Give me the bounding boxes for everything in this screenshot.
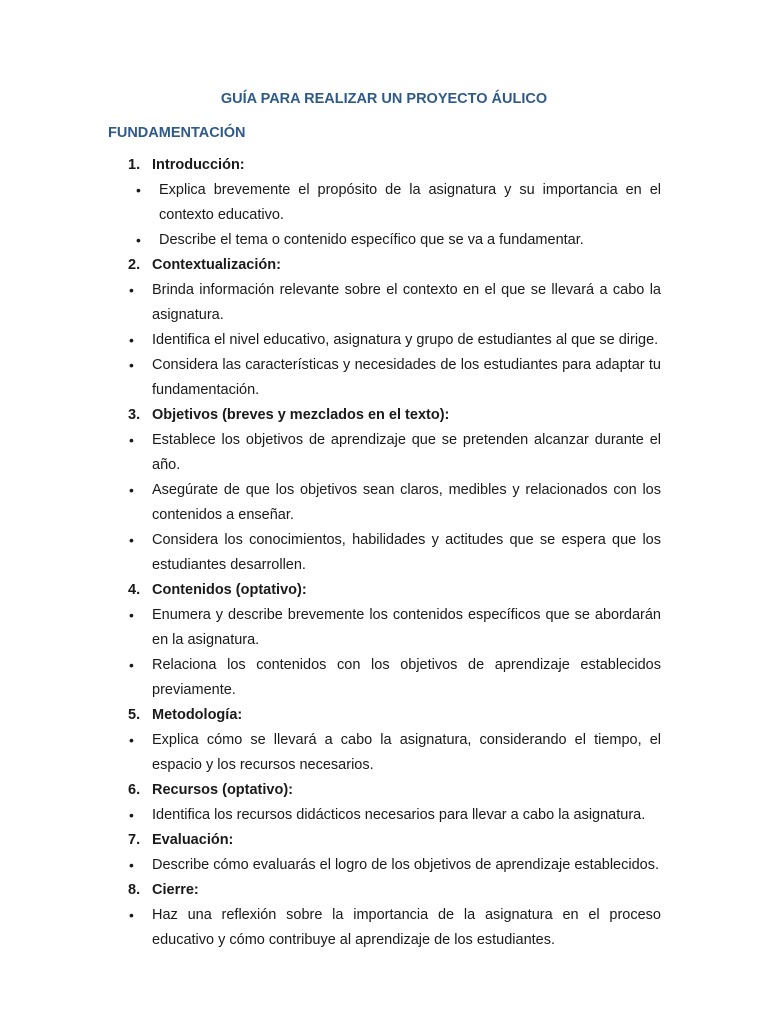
section-title-text: Cierre: — [152, 882, 199, 898]
list-item-text: Identifica los recursos didácticos necesarios para llevar a cabo la asignatura. — [152, 807, 646, 823]
section-number: 3. — [128, 407, 141, 423]
section-number: 5. — [128, 707, 141, 723]
list-item — [129, 478, 661, 528]
section-title — [0, 778, 768, 803]
document-title: GUÍA PARA REALIZAR UN PROYECTO ÁULICO — [220, 91, 548, 107]
list-item-text: Identifica el nivel educativo, asignatura y grupo de estudiantes al que se dirige. — [152, 332, 659, 348]
bullet-icon: • — [129, 732, 134, 748]
list-item-text: Establece los objetivos de aprendizaje que se pretenden alcanzar durante el año. — [152, 432, 661, 473]
list-item — [129, 603, 661, 653]
list-item-text: Explica cómo se llevará a cabo la asignatura, considerando el tiempo, el espacio y los recursos necesarios. — [152, 732, 661, 773]
list-item-text: Relaciona los contenidos con los objetivos de aprendizaje establecidos previamente. — [152, 657, 661, 698]
bullet-icon: • — [129, 607, 134, 623]
list-item — [129, 353, 661, 403]
section-number: 6. — [128, 782, 141, 798]
bullet-icon: • — [129, 332, 134, 348]
list-item-text: Considera las características y necesidades de los estudiantes para adaptar tu fundamentación. — [152, 357, 661, 398]
list-item — [129, 428, 661, 478]
section-title — [0, 578, 768, 603]
bullet-icon: • — [129, 857, 134, 873]
bullet-icon: • — [129, 432, 134, 448]
section-title — [0, 403, 768, 428]
section-number: 8. — [128, 882, 141, 898]
bullet-icon: • — [129, 907, 134, 923]
list-item — [129, 903, 661, 953]
list-item — [129, 653, 661, 703]
section-title — [0, 703, 768, 728]
section-title-text: Recursos (optativo): — [152, 782, 293, 798]
list-item-text: Considera los conocimientos, habilidades y actitudes que se espera que los estudiantes desarrollen. — [152, 532, 661, 573]
section-title — [0, 828, 768, 853]
list-item — [129, 853, 661, 878]
list-item — [129, 328, 661, 353]
list-item-text: Asegúrate de que los objetivos sean claros, medibles y relacionados con los contenidos a enseñar. — [152, 482, 661, 523]
bullet-icon: • — [136, 232, 141, 248]
section-title-text: Metodología: — [152, 707, 243, 723]
list-item-text: Explica brevemente el propósito de la asignatura y su importancia en el contexto educativo. — [159, 182, 661, 223]
section-title-text: Evaluación: — [152, 832, 234, 848]
bullet-icon: • — [129, 282, 134, 298]
list-item-text: Haz una reflexión sobre la importancia de la asignatura en el proceso educativo y cómo contribuye al aprendizaje de los estudiantes. — [152, 907, 661, 948]
section-number: 1. — [128, 157, 141, 173]
list-item-text: Describe el tema o contenido específico que se va a fundamentar. — [159, 232, 584, 248]
bullet-icon: • — [129, 532, 134, 548]
bullet-icon: • — [129, 657, 134, 673]
section-number: 4. — [128, 582, 141, 598]
section-title-text: Contextualización: — [152, 257, 281, 273]
section-title — [0, 253, 768, 278]
section-title — [0, 878, 768, 903]
list-item — [129, 528, 661, 578]
bullet-icon: • — [136, 182, 141, 198]
list-item-text: Describe cómo evaluarás el logro de los objetivos de aprendizaje establecidos. — [152, 857, 659, 873]
list-item — [129, 278, 661, 328]
bullet-icon: • — [129, 807, 134, 823]
section-title — [0, 153, 768, 178]
list-item-text: Brinda información relevante sobre el contexto en el que se llevará a cabo la asignatura. — [152, 282, 661, 323]
section-number: 7. — [128, 832, 141, 848]
list-item — [136, 178, 661, 228]
list-item — [129, 803, 661, 828]
document-body — [0, 153, 768, 953]
bullet-icon: • — [129, 482, 134, 498]
section-title-text: Introducción: — [152, 157, 245, 173]
section-title-text: Contenidos (optativo): — [152, 582, 307, 598]
section-heading: FUNDAMENTACIÓN — [108, 125, 246, 141]
list-item — [136, 228, 661, 253]
bullet-icon: • — [129, 357, 134, 373]
section-title-text: Objetivos (breves y mezclados en el texto): — [152, 407, 450, 423]
section-number: 2. — [128, 257, 141, 273]
list-item — [129, 728, 661, 778]
list-item-text: Enumera y describe brevemente los contenidos específicos que se abordarán en la asignatura. — [152, 607, 661, 648]
